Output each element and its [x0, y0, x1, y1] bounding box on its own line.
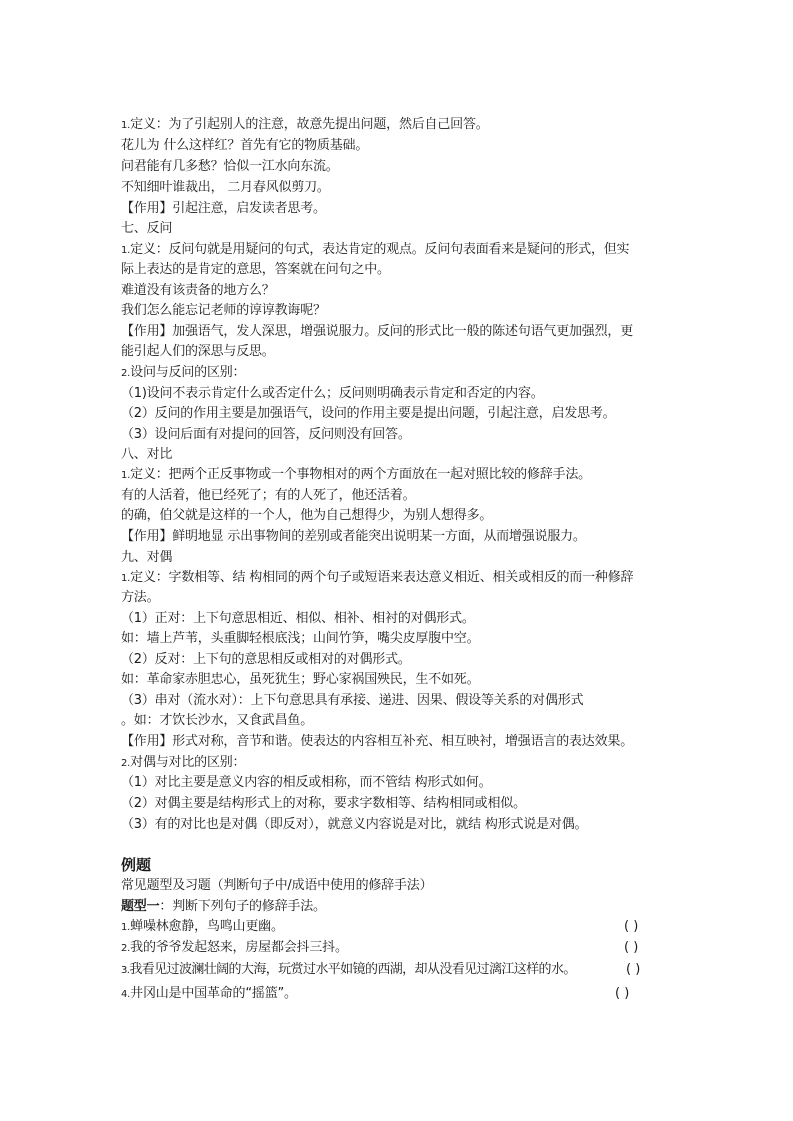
- question-item: [121, 986, 297, 1003]
- function-line: 【作用】加强语气，发人深思，增强说服力。反问的形式比一般的陈述句语气更加强烈，更: [121, 324, 634, 339]
- examples-heading: 例题: [121, 856, 152, 874]
- question-number: 2.: [121, 943, 131, 954]
- answer-blank[interactable]: ( ): [624, 919, 639, 934]
- question-type-line: [121, 899, 326, 915]
- example-line: 花儿为 什么这样红？首先有它的物质基础。: [121, 138, 369, 153]
- couplet-type: （2）反对：上下句的意思相反或相对的对偶形式。: [121, 652, 411, 667]
- example-line: 难道没有该责备的地方么？: [121, 283, 275, 298]
- definition-line: 1.定义：字数相等、结 构相同的两个句子或短语来表达意义相近、相关或相反的而一种修辞: [121, 570, 634, 585]
- difference-heading: 2.对偶与对比的区别：: [121, 755, 246, 770]
- item-number: 2.: [121, 758, 131, 769]
- difference-heading: 2.设问与反问的区别：: [121, 365, 246, 380]
- section-heading-8: 八、对比: [121, 447, 173, 462]
- item-number: 1.: [121, 470, 131, 481]
- question-text: 我看见过波澜壮阔的大海，玩赏过水平如镜的西湖，却从没看见过漓江这样的水。: [129, 962, 576, 977]
- example-line: 不知细叶谁裁出， 二月春风似剪刀。: [121, 180, 330, 195]
- definition-line: 1.定义：反问句就是用疑问的句式，表达肯定的观点。反问句表面看来是疑问的形式，但实: [121, 242, 630, 257]
- question-number: 4.: [121, 989, 131, 1000]
- question-type-label: 题型一: [121, 899, 160, 914]
- question-number: 1.: [121, 922, 131, 933]
- difference-item: （1)设问不表示肯定什么或否定什么；反问则明确表示肯定和否定的内容。: [121, 386, 544, 401]
- definition-line: 1.定义：把两个正反事物或一个事物相对的两个方面放在一起对照比较的修辞手法。: [121, 467, 591, 482]
- difference-item: （3）设问后面有对提问的回答，反问则没有回答。: [121, 427, 411, 442]
- definition-line: 际上表达的是肯定的意思，答案就在问句之中。: [121, 262, 390, 277]
- item-number: 1.: [121, 245, 131, 256]
- answer-blank[interactable]: ( ): [615, 986, 630, 1001]
- question-text: 蝉噪林愈静，鸟鸣山更幽。: [130, 919, 284, 934]
- function-line: 【作用】鲜明地显 示出事物间的差别或者能突出说明某一方面，从而增强说服力。: [121, 529, 586, 544]
- function-line: 【作用】形式对称，音节和谐。使表达的内容相互补充、相互映衬，增强语言的表达效果。: [121, 734, 634, 749]
- difference-item: （3）有的对比也是对偶（即反对），就意义内容说是对比，就结 构形式说是对偶。: [121, 817, 588, 832]
- difference-item: （1）对比主要是意义内容的相反或相称，而不管结 构形式如何。: [121, 775, 492, 790]
- examples-subtitle: 常见题型及习题（判断句子中/成语中使用的修辞手法）: [121, 878, 433, 893]
- item-number: 2.: [121, 368, 131, 379]
- example-line: 如：革命家赤胆忠心，虽死犹生；野心家祸国殃民，生不如死。: [121, 672, 480, 687]
- question-item: [121, 940, 348, 957]
- function-line: 【作用】引起注意，启发读者思考。: [121, 201, 326, 216]
- example-line: 问君能有几多愁？恰似一江水向东流。: [121, 159, 339, 174]
- question-number: 3.: [121, 965, 130, 976]
- rhetorical-question-definition: 1.定义：为了引起别人的注意，故意先提出问题，然后自己回答。: [121, 117, 489, 132]
- item-number: 1.: [121, 573, 131, 584]
- question-text: 井冈山是中国革命的“摇篮”。: [130, 986, 297, 1001]
- example-line: 如：墙上芦苇，头重脚轻根底浅；山间竹笋，嘴尖皮厚腹中空。: [121, 631, 480, 646]
- section-heading-7: 七、反问: [121, 221, 173, 236]
- function-line: 能引起人们的深思与反思。: [121, 344, 275, 359]
- question-item: [121, 919, 284, 936]
- couplet-type: （3）串对（流水对）：上下句意思具有承接、递进、因果、假设等关系的对偶形式: [121, 693, 584, 708]
- difference-item: （2）对偶主要是结构形式上的对称，要求字数相等、结构相同或相似。: [121, 796, 526, 811]
- example-line: 的确，伯父就是这样的一个人，他为自己想得少，为别人想得多。: [121, 508, 493, 523]
- example-line: 。如：才饮长沙水，又食武昌鱼。: [121, 713, 314, 728]
- couplet-type: （1）正对：上下句意思相近、相似、相补、相衬的对偶形式。: [121, 611, 475, 626]
- section-heading-9: 九、对偶: [121, 550, 173, 565]
- answer-blank[interactable]: ( ): [624, 940, 639, 955]
- question-text: 我的爷爷发起怒来，房屋都会抖三抖。: [130, 940, 348, 955]
- example-line: 我们怎么能忘记老师的谆谆教诲呢？: [121, 303, 326, 318]
- example-line: 有的人活着，他已经死了；有的人死了，他还活着。: [121, 488, 416, 503]
- answer-blank[interactable]: ( ): [626, 962, 641, 977]
- item-number: 1.: [121, 120, 131, 131]
- definition-line: 方法。: [121, 590, 160, 605]
- difference-item: （2）反问的作用主要是加强语气，设问的作用主要是提出问题，引起注意，启发思考。: [121, 406, 616, 421]
- question-type-text: ：判断下列句子的修辞手法。: [159, 899, 326, 914]
- question-item: [121, 962, 576, 979]
